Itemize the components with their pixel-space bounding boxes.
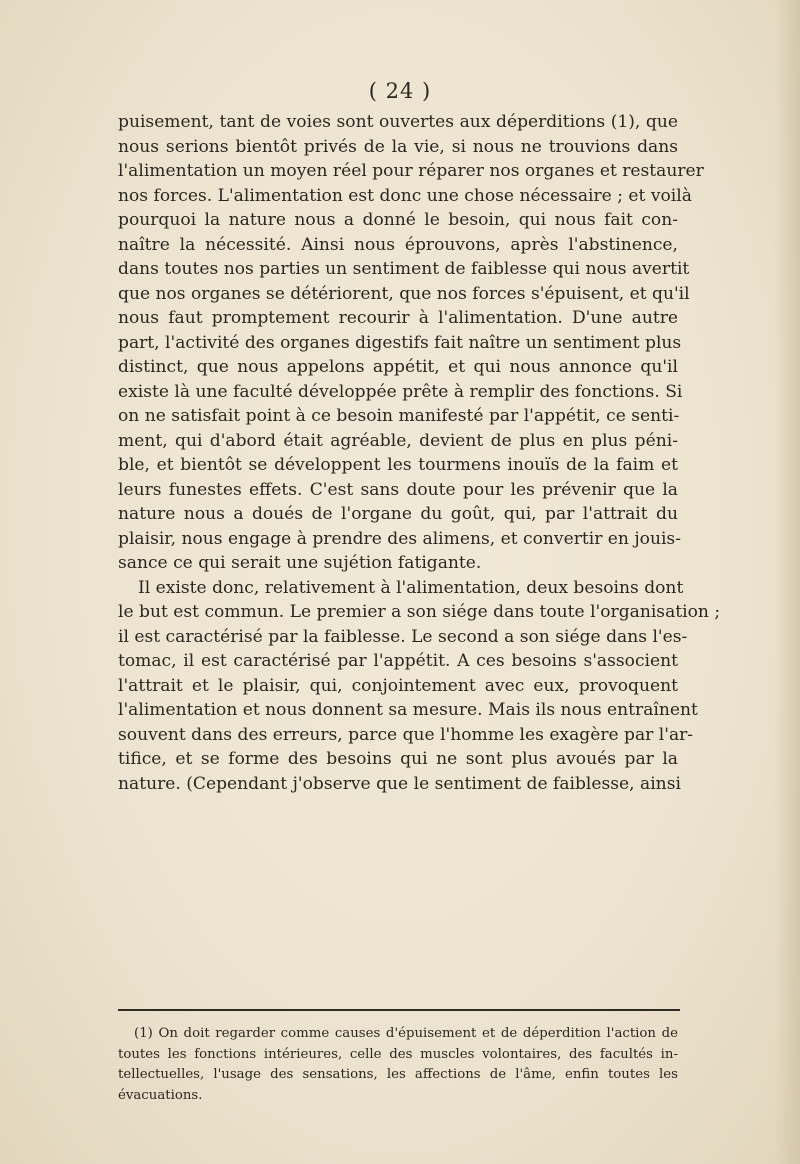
text-line: ment, qui d'abord était agréable, devient de plus en plus péni-	[118, 430, 678, 451]
text-line: souvent dans des erreurs, parce que l'homme les exagère par l'ar-	[118, 724, 694, 745]
text-line: nous faut promptement recourir à l'alimentation. D'une autre	[118, 308, 678, 328]
text-line: puisement, tant de voies sont ouvertes aux déperditions (1), que	[118, 112, 678, 132]
footnote	[118, 1024, 678, 1106]
text-line: nature. (Cependant j'observe que le sentiment de faiblesse, ainsi	[118, 773, 681, 794]
text-line: nature nous a doués de l'organe du goût, qui, par l'attrait du	[118, 504, 678, 524]
text-line: sance ce qui serait une sujétion fatigante.	[118, 553, 482, 573]
text-line: l'alimentation et nous donnent sa mesure. Mais ils nous entraînent	[118, 700, 698, 720]
text-line: tomac, il est caractérisé par l'appétit. A ces besoins s'associent	[118, 651, 678, 671]
text-line: naître la nécessité. Ainsi nous éprouvons, après l'abstinence,	[118, 234, 678, 255]
text-line: nous serions bientôt privés de la vie, si nous ne trouvions dans	[118, 136, 678, 157]
text-line: pourquoi la nature nous a donné le besoin, qui nous fait con-	[118, 210, 678, 230]
text-line: distinct, que nous appelons appétit, et qui nous annonce qu'il	[118, 357, 678, 377]
text-line: que nos organes se détériorent, que nos forces s'épuisent, et qu'il	[118, 283, 690, 304]
text-line: l'alimentation un moyen réel pour réparer nos organes et restaurer	[118, 161, 704, 181]
footnote-line: évacuations.	[118, 1087, 203, 1103]
main-text	[118, 110, 721, 796]
text-line: dans toutes nos parties un sentiment de faiblesse qui nous avertit	[118, 259, 690, 279]
footnote-line: (1) On doit regarder comme causes d'épuisement et de déperdition l'action de	[134, 1026, 678, 1041]
page-number: ( 24 )	[368, 79, 432, 103]
text-line: part, l'activité des organes digestifs fait naître un sentiment plus	[118, 332, 682, 353]
footnote-line: toutes les fonctions intérieures, celle des muscles volontaires, des facultés in-	[118, 1046, 678, 1062]
footnote-separator	[118, 1009, 680, 1011]
text-line: l'attrait et le plaisir, qui, conjointement avec eux, provoquent	[118, 675, 678, 696]
text-line: Il existe donc, relativement à l'alimentation, deux besoins dont	[138, 577, 684, 598]
footnote-line: tellectuelles, l'usage des sensations, les affections de l'âme, enfin toutes les	[118, 1067, 678, 1082]
text-line: leurs funestes effets. C'est sans doute pour les prévenir que la	[118, 479, 678, 500]
text-line: le but est commun. Le premier a son siége dans toute l'organisation ;	[118, 602, 721, 622]
text-line: ble, et bientôt se développent les tourmens inouïs de la faim et	[118, 455, 678, 475]
text-line: nos forces. L'alimentation est donc une chose nécessaire ; et voilà	[118, 185, 692, 206]
text-line: on ne satisfait point à ce besoin manifesté par l'appétit, ce senti-	[118, 406, 680, 426]
page-edge-shadow	[774, 0, 800, 1164]
text-line: existe là une faculté développée prête à remplir des fonctions. Si	[118, 381, 683, 402]
text-line: plaisir, nous engage à prendre des alimens, et convertir en jouis-	[118, 528, 681, 549]
text-line: tifice, et se forme des besoins qui ne sont plus avoués par la	[118, 749, 678, 769]
text-line: il est caractérisé par la faiblesse. Le second a son siége dans l'es-	[118, 626, 688, 647]
